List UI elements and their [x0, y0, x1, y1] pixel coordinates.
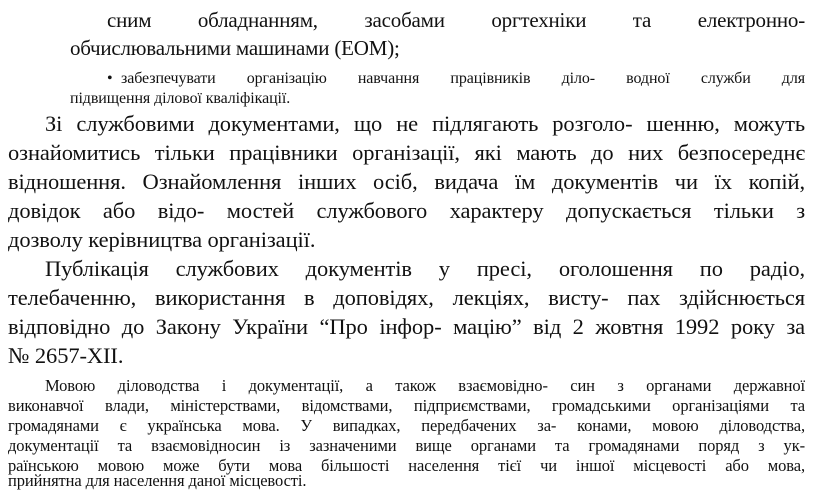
paragraph-3-line-1: Зі службовими документами, що не підлягають розголо- шенню, можуть: [45, 111, 805, 136]
paragraph-3-line-3: відношення. Ознайомлення інших осіб, видача їм документів чи їх копій,: [8, 169, 805, 194]
paragraph-4-line-1: Публікація службових документів у пресі, оголошення по радіо,: [45, 256, 805, 281]
paragraph-4-line-4: № 2657-XII.: [8, 343, 124, 368]
paragraph-3-line-2: ознайомитись тільки працівники організації, які мають до них безпосереднє: [8, 140, 805, 165]
paragraph-1-line-1: сним обладнанням, засобами оргтехніки та електронно-: [107, 8, 805, 32]
paragraph-5-line-3: громадянами є українська мова. У випадках, передбачених за- конами, мовою діловодства,: [8, 416, 805, 435]
paragraph-4-line-3: відповідно до Закону України “Про інфор- мацію” від 2 жовтня 1992 року за: [8, 314, 805, 339]
bullet-item-text: забезпечувати організацію навчання працівників діло- водної служби для: [121, 70, 805, 87]
bullet-item-line-1: [107, 70, 805, 88]
paragraph-5-line-4: документації та взаємовідносин із зазначеними вище органами та громадянами поряд з ук-: [8, 436, 805, 455]
bullet-item-line-2: підвищення ділової кваліфікації.: [70, 90, 291, 107]
paragraph-5-line-1: Мовою діловодства і документації, а також взаємовідно- син з органами державної: [45, 376, 805, 395]
paragraph-1-line-2: обчислювальними машинами (ЕОМ);: [70, 36, 400, 60]
bullet-icon: •: [107, 70, 113, 87]
paragraph-4-line-2: телебаченню, використання в доповідях, лекціях, висту- пах здійснюється: [8, 285, 805, 310]
paragraph-3-line-4: довідок або відо- мостей службового характеру допускається тільки з: [8, 198, 805, 223]
paragraph-5-line-2: виконавчої влади, міністерствами, відомствами, підприємствами, громадськими організаціями та: [8, 396, 805, 415]
paragraph-3-line-5: дозволу керівництва організації.: [8, 227, 316, 252]
paragraph-5-line-6: прийнятна для населення даної місцевості.: [8, 471, 307, 490]
paragraph-5-line-5: раїнською мовою може бути мова більшості населення тієї чи іншої місцевості або мова,: [8, 456, 805, 475]
